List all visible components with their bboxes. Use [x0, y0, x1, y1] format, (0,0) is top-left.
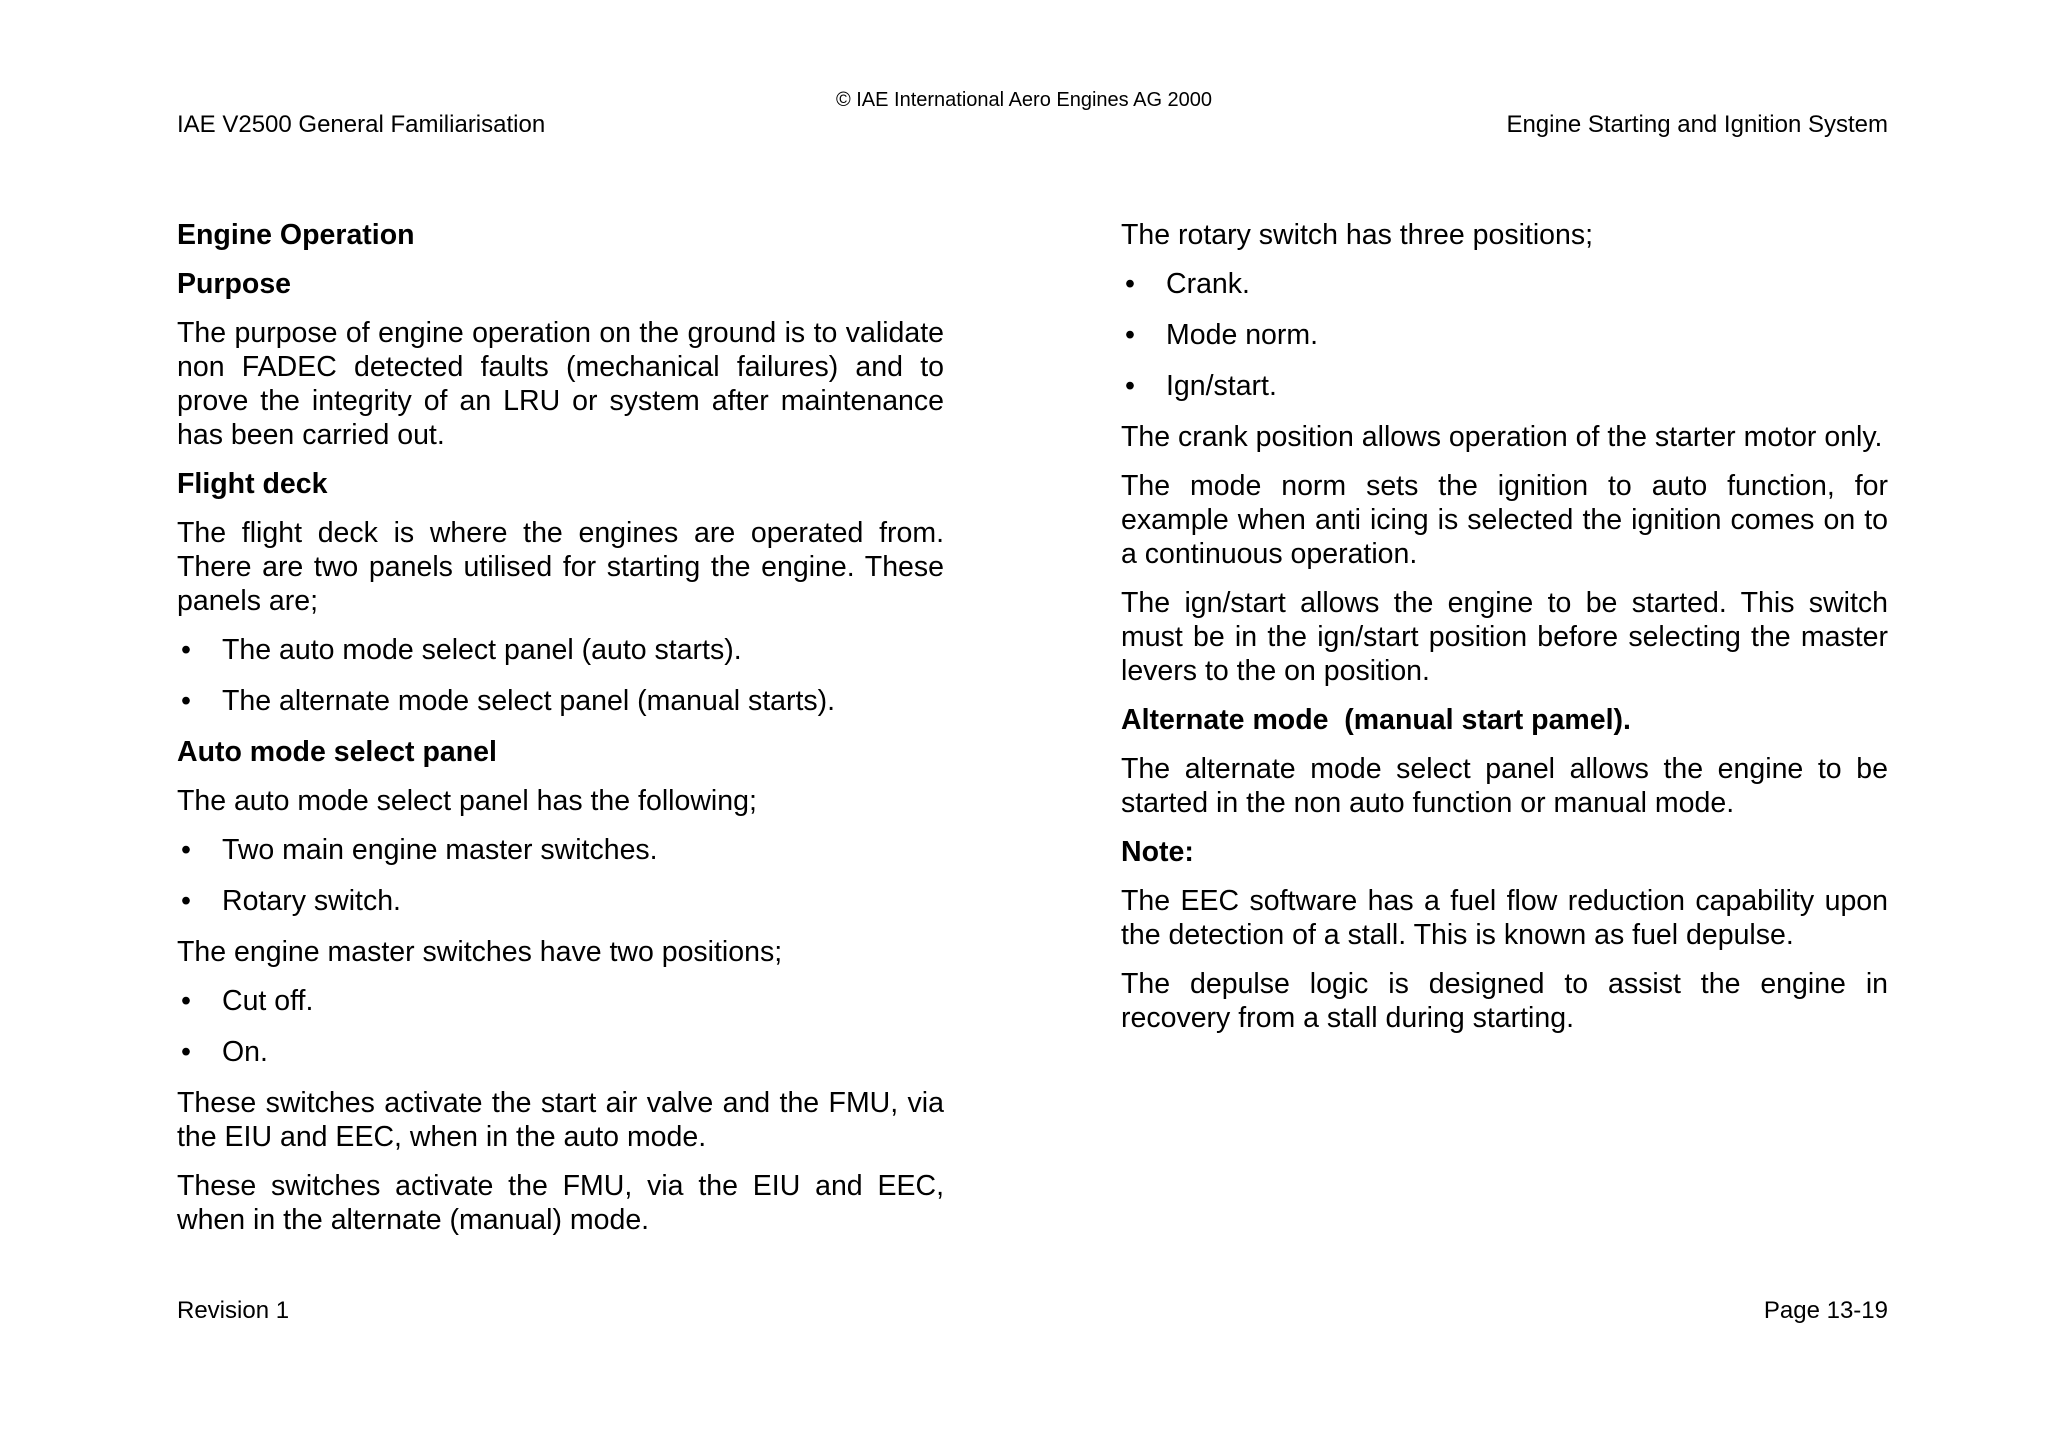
- list-item: • Mode norm.: [1121, 318, 1888, 352]
- crank-paragraph: The crank position allows operation of the starter motor only.: [1121, 421, 1883, 453]
- list-item: • Rotary switch.: [177, 884, 944, 918]
- document-title: IAE V2500 General Familiarisation: [177, 111, 546, 138]
- list-item: • Two main engine master switches.: [177, 833, 944, 867]
- revision-label: Revision 1: [177, 1297, 290, 1324]
- master-switch-paragraph: The engine master switches have two positions;: [177, 936, 783, 968]
- list-item: • The auto mode select panel (auto starts).: [177, 633, 944, 667]
- rotary-positions-list: [1121, 267, 1888, 403]
- ign-start-paragraph: The ign/start allows the engine to be started. This switch must be in the ign/start position before selecting the master levers to the on position.: [1121, 587, 1888, 687]
- note-heading: Note:: [1121, 836, 1194, 868]
- flight-deck-paragraph: The flight deck is where the engines are operated from. There are two panels utilised for starting the engine. These panels are;: [177, 517, 944, 617]
- auto-mode-heading: Auto mode select panel: [177, 736, 497, 768]
- copyright-notice: © IAE International Aero Engines AG 2000: [835, 89, 1213, 111]
- flight-deck-heading: Flight deck: [177, 468, 328, 500]
- mode-norm-paragraph: The mode norm sets the ignition to auto function, for example when anti icing is selected the ignition comes on to a continuous operation.: [1121, 470, 1888, 570]
- left-column: [177, 218, 944, 1252]
- list-item: • Crank.: [1121, 267, 1888, 301]
- chapter-title: Engine Starting and Ignition System: [1506, 111, 1888, 138]
- alternate-mode-paragraph: The alternate mode select panel allows the engine to be started in the non auto function or manual mode.: [1121, 753, 1888, 819]
- rotary-switch-paragraph: The rotary switch has three positions;: [1121, 219, 1594, 251]
- alternate-mode-heading: Alternate mode (manual start pamel).: [1121, 704, 1631, 736]
- depulse-paragraph: The depulse logic is designed to assist the engine in recovery from a stall during starting.: [1121, 968, 1888, 1034]
- purpose-heading: Purpose: [177, 268, 292, 300]
- list-item: • Cut off.: [177, 984, 944, 1018]
- list-item: • The alternate mode select panel (manual starts).: [177, 684, 944, 718]
- list-item: • On.: [177, 1035, 944, 1069]
- engine-operation-heading: Engine Operation: [177, 219, 415, 251]
- auto-mode-switch-paragraph: These switches activate the start air valve and the FMU, via the EIU and EEC, when in the auto mode.: [177, 1087, 944, 1153]
- purpose-paragraph: The purpose of engine operation on the ground is to validate non FADEC detected faults (mechanical failures) and to prove the integrity of an LRU or system after maintenance has been carried out.: [177, 317, 944, 451]
- master-switch-positions-list: [177, 984, 944, 1069]
- note-paragraph: The EEC software has a fuel flow reduction capability upon the detection of a stall. This is known as fuel depulse.: [1121, 885, 1888, 951]
- page-number: Page 13-19: [1763, 1297, 1888, 1324]
- list-item: • Ign/start.: [1121, 369, 1888, 403]
- alternate-mode-switch-paragraph: These switches activate the FMU, via the EIU and EEC, when in the alternate (manual) mode.: [177, 1170, 944, 1236]
- auto-mode-items-list: [177, 833, 944, 918]
- auto-mode-paragraph: The auto mode select panel has the following;: [177, 785, 757, 817]
- panels-list: [177, 633, 944, 718]
- right-column: [1121, 218, 1888, 1050]
